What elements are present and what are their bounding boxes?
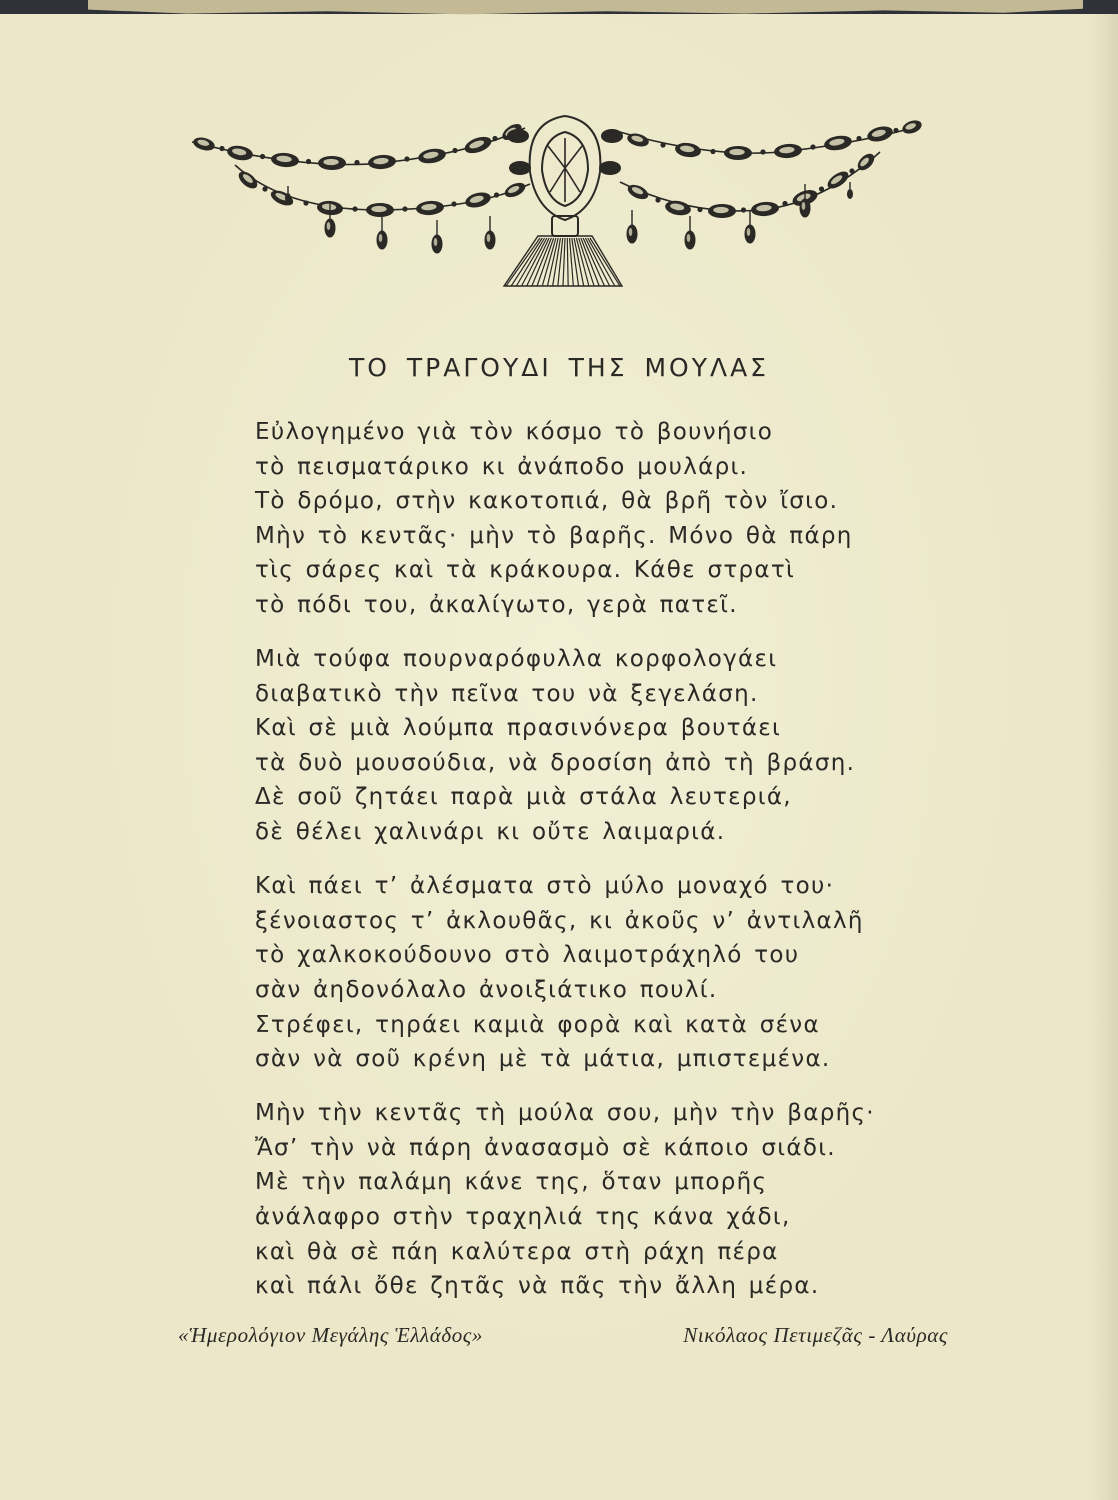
poem-line: Μὴν τὸ κεντᾶς· μὴν τὸ βαρῆς. Μόνο θὰ πάρη xyxy=(255,522,853,549)
poem-line: σὰν ἀηδονόλαλο ἀνοιξιάτικο πουλί. xyxy=(255,976,718,1003)
poem-line: Δὲ σοῦ ζητάει παρὰ μιὰ στάλα λευτεριά, xyxy=(255,784,792,811)
poem-line: καὶ θὰ σὲ πάη καλύτερα στὴ ράχη πέρα xyxy=(255,1238,779,1265)
bead-link xyxy=(819,186,824,191)
poem-line: Μὲ τὴν παλάμη κάνε της, ὅταν μπορῆς xyxy=(255,1169,768,1196)
poem-line: ξένοιαστος τ’ ἀκλουθᾶς, κι ἀκοῦς ν’ ἀντιλαλῆ xyxy=(255,907,864,934)
bead-link xyxy=(452,148,457,153)
tassel-strand xyxy=(567,238,568,286)
source-citation: «Ἡμερολόγιον Μεγάλης Ἑλλάδος» xyxy=(178,1323,484,1347)
poem-line: Ἄσ’ τὴν νὰ πάρη ἀνασασμὸ σὲ κάποιο σιάδι. xyxy=(255,1134,836,1161)
ornament-emblem xyxy=(508,116,622,236)
poem-line: τὸ πεισματάρικο κι ἀνάποδο μουλάρι. xyxy=(255,453,749,480)
poem-line: Εὐλογημένο γιὰ τὸν κόσμο τὸ βουνήσιο xyxy=(255,419,774,445)
poem-line: Στρέφει, τηράει καμιὰ φορὰ καὶ κατὰ σένα xyxy=(255,1011,820,1038)
drop-highlight xyxy=(487,234,491,242)
poem-line: ἀνάλαφρο στὴν τραχηλιά της κάνα χάδι, xyxy=(255,1203,791,1230)
stanza-2 xyxy=(255,642,955,850)
bead-link xyxy=(494,192,499,197)
poem-line: τὸ πόδι του, ἀκαλίγωτο, γερὰ πατεῖ. xyxy=(255,591,738,618)
poem-line: Καὶ πάει τ’ ἀλέσματα στὸ μύλο μοναχό του· xyxy=(255,873,835,900)
bead-link xyxy=(660,142,665,147)
bead-link xyxy=(219,146,224,151)
tassel-strand xyxy=(563,238,565,286)
poem-line: τὰ δυὸ μουσούδια, νὰ δροσίση ἀπὸ τὴ βράση. xyxy=(255,749,856,776)
poem-line: καὶ πάλι ὄθε ζητᾶς νὰ πᾶς τὴν ἄλλη μέρα. xyxy=(255,1273,820,1300)
emblem-leaf xyxy=(510,162,530,174)
bead-link xyxy=(741,207,746,212)
drop-highlight xyxy=(327,222,331,230)
poem-line: σὰν νὰ σοῦ κρένη μὲ τὰ μάτια, μπιστεμένα. xyxy=(255,1046,831,1073)
bead-link xyxy=(697,207,702,212)
bead-highlight xyxy=(729,149,744,155)
garland-ornament-icon xyxy=(190,110,925,290)
poem-line: τὶς σάρες καὶ τὰ κράκουρα. Κάθε στρατὶ xyxy=(255,557,796,584)
bead-link xyxy=(306,159,311,164)
poem-line: Καὶ σὲ μιὰ λούμπα πρασινόνερα βουτάει xyxy=(255,715,782,742)
emblem-leaf xyxy=(508,130,528,142)
bead-link xyxy=(655,197,660,202)
poem-line: τὸ χαλκοκούδουνο στὸ λαιμοτράχηλό του xyxy=(255,942,800,969)
bead-link xyxy=(352,206,357,211)
bead-link xyxy=(262,186,267,191)
bead-link xyxy=(710,149,715,154)
drop-highlight xyxy=(802,202,806,210)
bead-link xyxy=(782,201,787,206)
drop-highlight xyxy=(379,234,383,242)
bead-link xyxy=(856,136,861,141)
emblem-leaf xyxy=(600,162,620,174)
bead-highlight xyxy=(713,207,728,213)
drop-highlight xyxy=(687,234,691,242)
bead-link xyxy=(849,168,854,173)
bead-highlight xyxy=(371,206,386,212)
tassel-fringe xyxy=(506,238,620,286)
ornament-tassel xyxy=(504,236,622,286)
bead-link xyxy=(451,201,456,206)
stanza-4 xyxy=(255,1096,955,1304)
emblem-petals xyxy=(548,138,582,202)
drop-highlight xyxy=(434,238,438,246)
stanza-3 xyxy=(255,869,955,1077)
bead-link xyxy=(760,149,765,154)
bead-link xyxy=(260,154,265,159)
drop-highlight xyxy=(629,228,633,236)
stanza-1 xyxy=(255,415,955,623)
drop-highlight xyxy=(747,228,751,236)
poem-line: Τὸ δρόμο, στὴν κακοτοπιά, θὰ βρῆ τὸν ἴσιο. xyxy=(255,488,839,515)
poem-title: ΤΟ ΤΡΑΓΟΥΔΙ ΤΗΣ ΜΟΥΛΑΣ xyxy=(349,353,769,382)
bead-link xyxy=(492,136,497,141)
bead-link xyxy=(404,156,409,161)
poem-line: Μιὰ τούφα πουρναρόφυλλα κορφολογάει xyxy=(255,646,778,673)
poem-body xyxy=(255,415,955,1304)
poem-line: δὲ θέλει χαλινάρι κι οὔτε λαιμαριά. xyxy=(255,819,726,846)
hanging-drop xyxy=(285,193,291,203)
emblem-leaf xyxy=(602,130,622,142)
bead-link xyxy=(303,200,308,205)
bead-link xyxy=(354,160,359,165)
bead-link xyxy=(893,128,898,133)
bead-link xyxy=(810,144,815,149)
tassel-strand xyxy=(590,238,620,286)
bead-highlight xyxy=(323,159,338,165)
bead-link xyxy=(402,206,407,211)
poem-line: Μὴν τὴν κεντᾶς τὴ μούλα σου, μὴν τὴν βαρῆς· xyxy=(255,1100,875,1127)
tassel-strand xyxy=(558,238,563,286)
poem-line: διαβατικὸ τὴν πεῖνα του νὰ ξεγελάση. xyxy=(255,680,759,707)
author-name: Νικόλαος Πετιμεζᾶς - Λαύρας xyxy=(683,1323,948,1347)
hanging-drop xyxy=(847,189,853,199)
tassel-strand xyxy=(581,238,599,286)
